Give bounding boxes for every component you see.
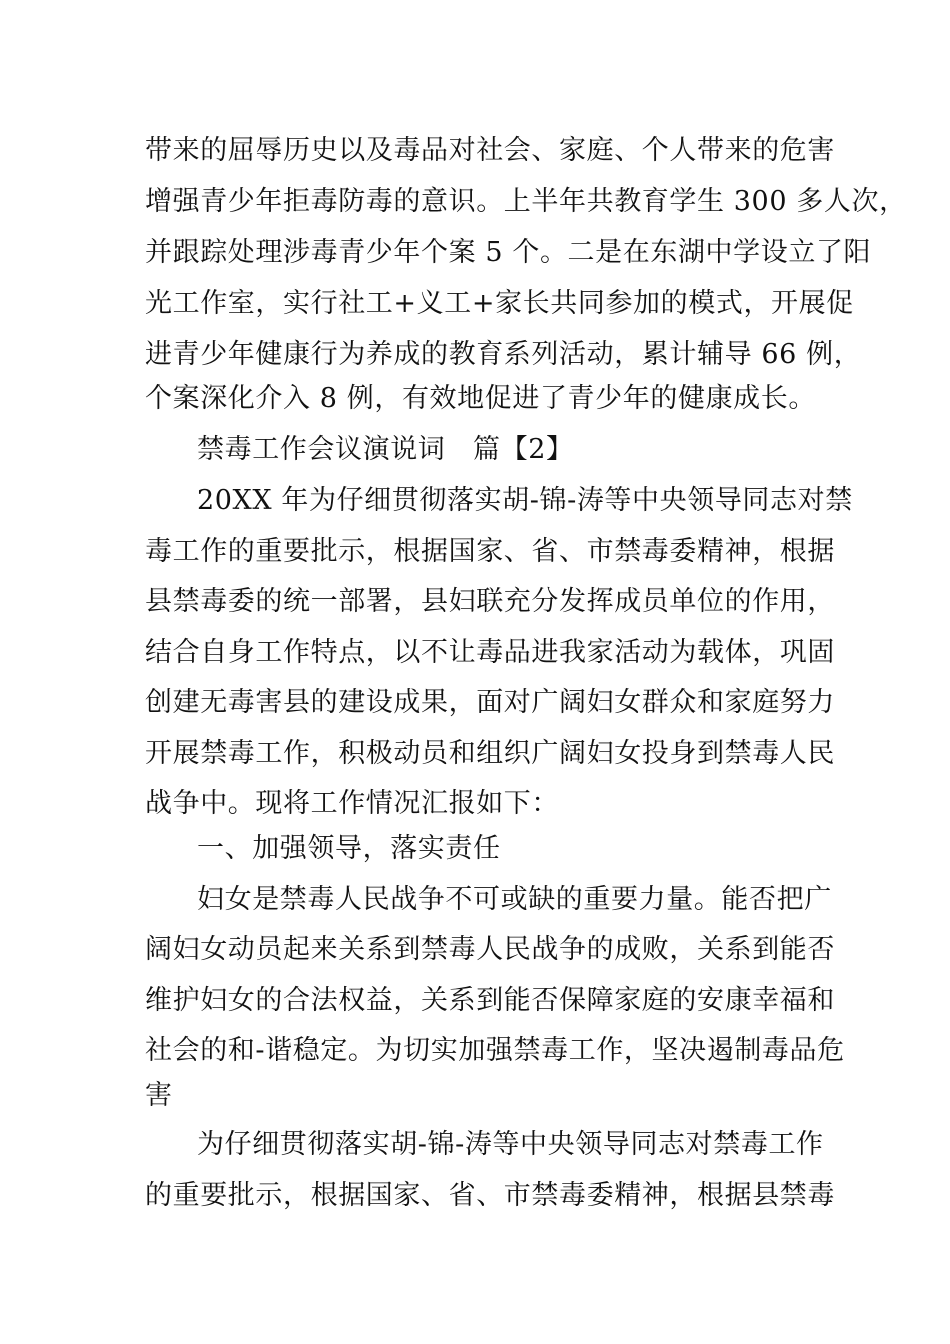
text-line: 光工作室，实行社工+义工+家长共同参加的模式，开展促	[145, 288, 854, 319]
section-heading: 禁毒工作会议演说词 篇【2】	[197, 434, 574, 465]
text-line: 进青少年健康行为养成的教育系列活动，累计辅导 66 例，	[145, 339, 862, 370]
text-line: 结合自身工作特点，以不让毒品进我家活动为载体，巩固	[145, 637, 835, 668]
text-line: 县禁毒委的统一部署，县妇联充分发挥成员单位的作用，	[145, 586, 835, 617]
text-line: 阔妇女动员起来关系到禁毒人民战争的成败，关系到能否	[145, 934, 835, 965]
text-line: 社会的和-谐稳定。为切实加强禁毒工作，坚决遏制毒品危	[145, 1035, 845, 1066]
text-line: 维护妇女的合法权益，关系到能否保障家庭的安康幸福和	[145, 985, 835, 1016]
text-line: 战争中。现将工作情况汇报如下：	[145, 788, 559, 819]
paragraph-first-line: 20XX 年为仔细贯彻落实胡-锦-涛等中央领导同志对禁	[197, 485, 853, 516]
text-line: 害	[145, 1080, 173, 1111]
text-line: 增强青少年拒毒防毒的意识。上半年共教育学生 300 多人次，	[145, 186, 907, 217]
text-line: 个案深化介入 8 例，有效地促进了青少年的健康成长。	[145, 383, 816, 414]
text-line: 开展禁毒工作，积极动员和组织广阔妇女投身到禁毒人民	[145, 738, 835, 769]
text-line: 创建无毒害县的建设成果，面对广阔妇女群众和家庭努力	[145, 687, 835, 718]
text-line: 并跟踪处理涉毒青少年个案 5 个。二是在东湖中学设立了阳	[145, 237, 872, 268]
paragraph-first-line: 为仔细贯彻落实胡-锦-涛等中央领导同志对禁毒工作	[197, 1129, 824, 1160]
text-line: 带来的屈辱历史以及毒品对社会、家庭、个人带来的危害	[145, 135, 835, 166]
text-line: 的重要批示，根据国家、省、市禁毒委精神，根据县禁毒	[145, 1180, 835, 1211]
paragraph-first-line: 妇女是禁毒人民战争不可或缺的重要力量。能否把广	[197, 884, 832, 915]
text-line: 毒工作的重要批示，根据国家、省、市禁毒委精神，根据	[145, 536, 835, 567]
subheading: 一、加强领导，落实责任	[197, 833, 501, 864]
